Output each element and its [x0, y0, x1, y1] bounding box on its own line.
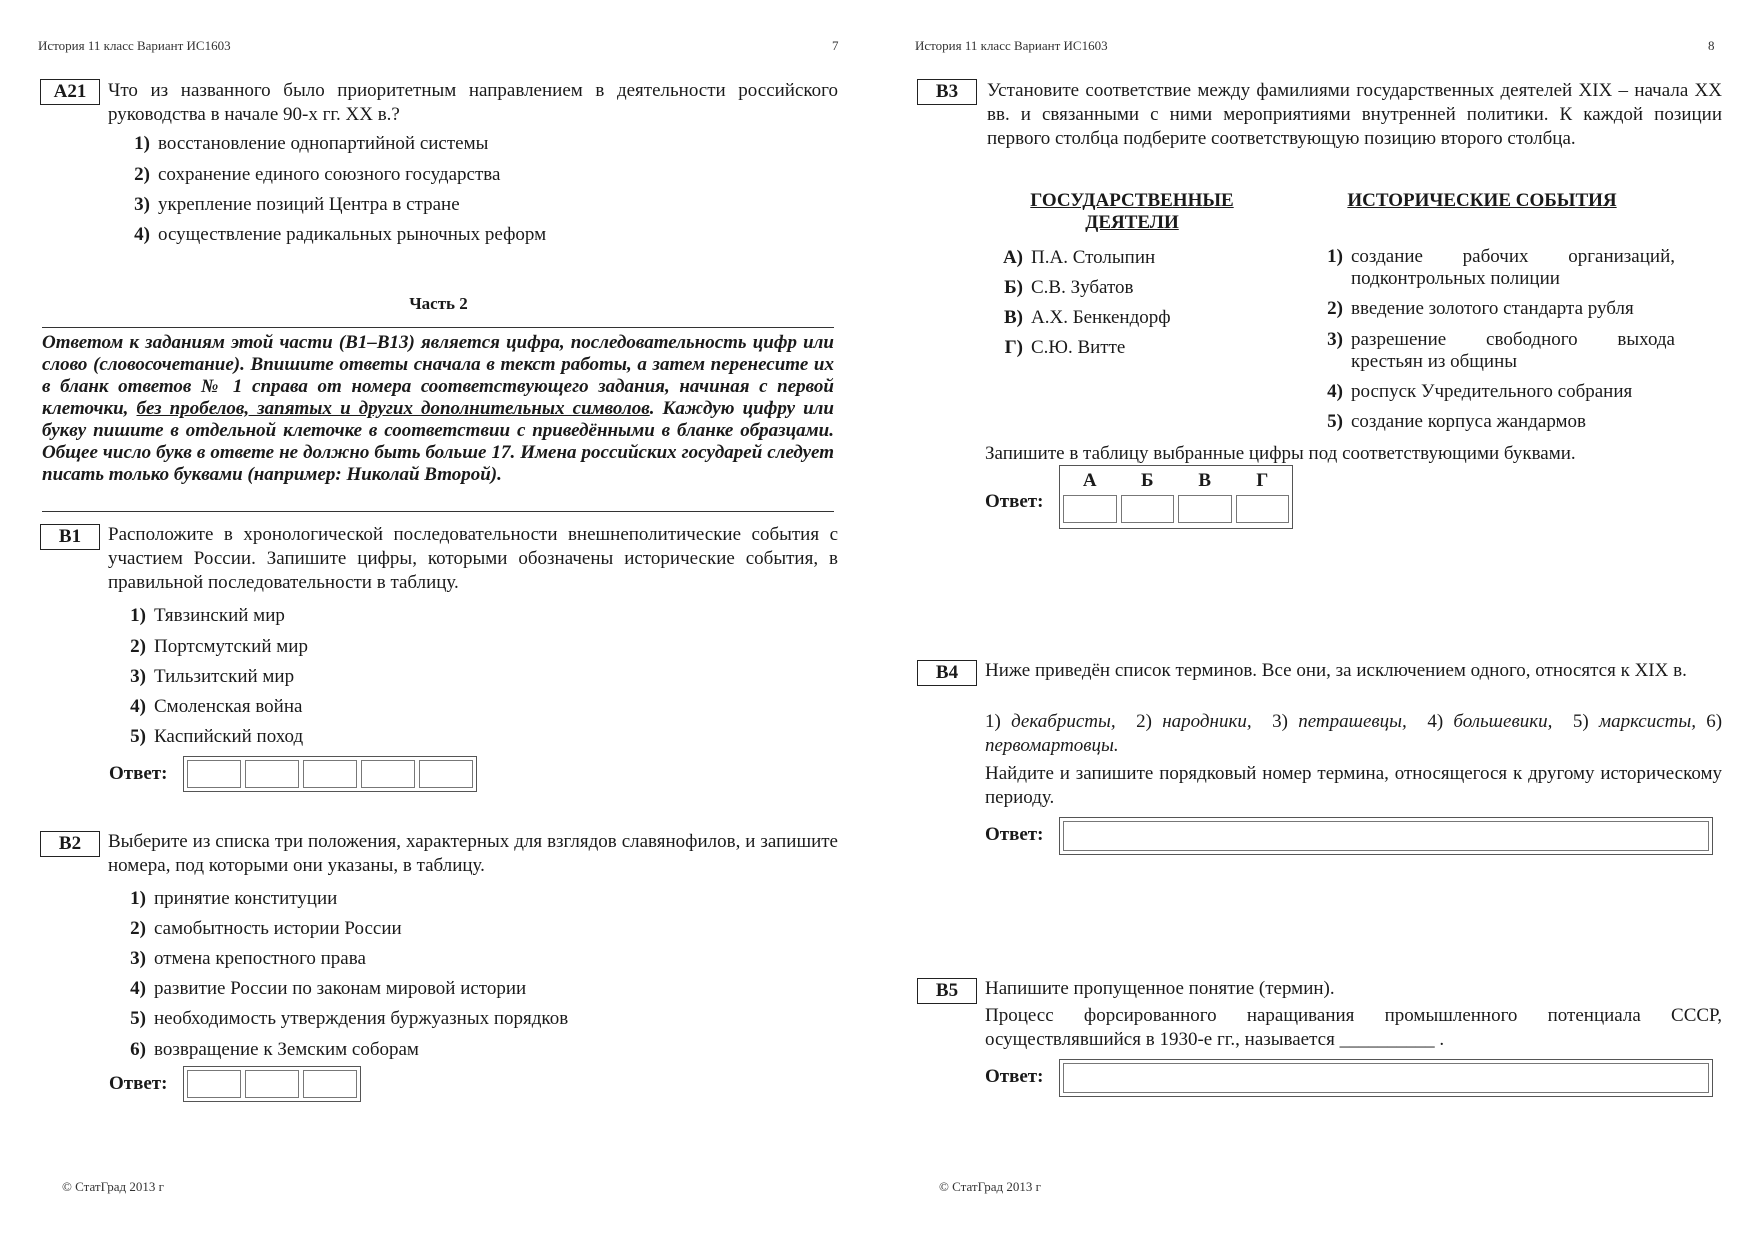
letter-header: Г: [1256, 470, 1269, 491]
b3-instruction: Запишите в таблицу выбранные цифры под соответствующими буквами.: [985, 443, 1576, 464]
b4-terms: 1) декабристы, 2) народники, 3) петрашевцы, 4) большевики, 5) марксисты, 6) первомартовцы.: [985, 711, 1723, 756]
b1-option: 4) Смоленская война: [130, 696, 303, 717]
b3-answer-label: Ответ:: [985, 491, 1044, 512]
footer-copyright: © СтатГрад 2013 г: [62, 1179, 164, 1194]
page-number: 8: [1708, 38, 1715, 53]
b2-option: 5) необходимость утверждения буржуазных порядков: [130, 1008, 569, 1029]
task-label-b3: В3: [917, 79, 977, 105]
answer-cell[interactable]: [303, 760, 357, 788]
divider: [42, 327, 834, 328]
a21-option: 1) восстановление однопартийной системы: [134, 133, 489, 154]
b1-option: 5) Каспийский поход: [130, 726, 304, 747]
b3-person: В) А.Х. Бенкендорф: [1004, 307, 1171, 328]
answer-cell[interactable]: [1121, 495, 1175, 523]
footer-copyright: © СтатГрад 2013 г: [939, 1179, 1041, 1194]
answer-cell[interactable]: [419, 760, 473, 788]
task-label-b5: В5: [917, 978, 977, 1004]
answer-cell[interactable]: [361, 760, 415, 788]
b3-column-title-people: ГОСУДАРСТВЕННЫЕ ДЕЯТЕЛИ: [1030, 190, 1234, 233]
answer-field[interactable]: [1063, 1063, 1709, 1093]
page-header-title: История 11 класс Вариант ИС1603: [38, 38, 231, 53]
b3-event: 3) разрешение свободного выхода крестьян из общины: [1327, 329, 1675, 372]
b1-option: 3) Тильзитский мир: [130, 666, 295, 687]
letter-header: Б: [1140, 470, 1154, 491]
page-number: 7: [832, 38, 839, 53]
b5-answer-box[interactable]: [1059, 1059, 1713, 1097]
b2-option: 6) возвращение к Земским соборам: [130, 1039, 419, 1060]
b2-option: 1) принятие конституции: [130, 888, 338, 909]
b3-person: Г) С.Ю. Витте: [1004, 337, 1126, 358]
a21-option: 3) укрепление позиций Центра в стране: [134, 194, 460, 215]
task-label-b2: В2: [40, 831, 100, 857]
b1-answer-boxes: [183, 756, 477, 792]
b3-event: 1) создание рабочих организаций, подконтрольных полиции: [1327, 246, 1675, 289]
task-label-a21: А21: [40, 79, 100, 105]
page-header-title: История 11 класс Вариант ИС1603: [915, 38, 1108, 53]
a21-question: Что из названного было приоритетным направлением в деятельности российского руководства в начале 90-х гг. XX в.?: [108, 80, 838, 125]
b4-answer-label: Ответ:: [985, 824, 1044, 845]
answer-cell[interactable]: [1236, 495, 1290, 523]
right-page: [877, 0, 1754, 1239]
answer-cell[interactable]: [187, 760, 241, 788]
b3-answer-table: [1059, 465, 1293, 529]
letter-header: В: [1198, 470, 1212, 491]
b3-person: Б) С.В. Зубатов: [1004, 277, 1134, 298]
b3-event: 5) создание корпуса жандармов: [1327, 411, 1587, 432]
divider: [42, 511, 834, 512]
answer-cell[interactable]: [303, 1070, 357, 1098]
answer-field[interactable]: [1063, 821, 1709, 851]
b4-question: Ниже приведён список терминов. Все они, за исключением одного, относятся к XIX в.: [985, 660, 1687, 681]
answer-cell[interactable]: [1063, 495, 1117, 523]
answer-cell[interactable]: [1178, 495, 1232, 523]
b2-answer-label: Ответ:: [109, 1073, 168, 1094]
b2-option: 4) развитие России по законам мировой истории: [130, 978, 527, 999]
b3-person: А) П.А. Столыпин: [1002, 247, 1156, 268]
part2-title: Часть 2: [409, 294, 468, 313]
part2-instructions: Ответом к заданиям этой части (В1–В13) является цифра, последовательность цифр или слово (словосочетание). Впишите ответы сначала в текст работы, а затем перенесите их в бланк ответов № 1 справа от номера соответствующего задания, начиная с первой клеточки, без пробелов, запятых и других дополнительных символов. Каждую цифру или букву пишите в отдельной клеточке в соответствии с приведёнными в бланке образцами. Общее число букв в ответе не должно быть больше 17. Имена российских государей следует писать только буквами (например: Николай Второй).: [42, 332, 834, 485]
b1-question: Расположите в хронологической последовательности внешнеполитические события с участием России. Запишите цифры, которыми обозначены исторические события, в правильной последовательности в таблицу.: [108, 524, 838, 593]
b3-event: 4) роспуск Учредительного собрания: [1327, 381, 1633, 402]
b2-option: 2) самобытность истории России: [130, 918, 402, 939]
a21-option: 4) осуществление радикальных рыночных реформ: [134, 224, 547, 245]
b3-answer-cells: [1063, 495, 1289, 523]
answer-cell[interactable]: [187, 1070, 241, 1098]
b4-task: Найдите и запишите порядковый номер термина, относящегося к другому историческому периоду.: [985, 763, 1722, 808]
b4-answer-box[interactable]: [1059, 817, 1713, 855]
b3-answer-table-header: [1063, 469, 1289, 493]
answer-cell[interactable]: [245, 1070, 299, 1098]
b5-answer-label: Ответ:: [985, 1066, 1044, 1087]
a21-option: 2) сохранение единого союзного государства: [134, 164, 501, 185]
b2-option: 3) отмена крепостного права: [130, 948, 366, 969]
b3-question: Установите соответствие между фамилиями государственных деятелей XIX – начала XX вв. и связанными с ними мероприятиями внутренней политики. К каждой позиции первого столбца подберите соответствующую позицию второго столбца.: [987, 80, 1722, 149]
b1-answer-label: Ответ:: [109, 763, 168, 784]
b1-option: 1) Тявзинский мир: [130, 605, 285, 626]
letter-header: А: [1082, 470, 1097, 491]
b5-text: Процесс форсированного наращивания промышленного потенциала СССР, осуществлявшийся в 1930-е гг., называется __________ .: [985, 1005, 1722, 1050]
b3-event: 2) введение золотого стандарта рубля: [1327, 298, 1634, 319]
b2-question: Выберите из списка три положения, характерных для взглядов славянофилов, и запишите номера, под которыми они указаны, в таблицу.: [108, 831, 838, 876]
b5-question: Напишите пропущенное понятие (термин).: [985, 978, 1335, 999]
b3-column-title-events: ИСТОРИЧЕСКИЕ СОБЫТИЯ: [1347, 190, 1617, 211]
task-label-b1: В1: [40, 524, 100, 550]
task-label-b4: В4: [917, 660, 977, 686]
b1-option: 2) Портсмутский мир: [130, 636, 308, 657]
answer-cell[interactable]: [245, 760, 299, 788]
b2-answer-boxes: [183, 1066, 361, 1102]
